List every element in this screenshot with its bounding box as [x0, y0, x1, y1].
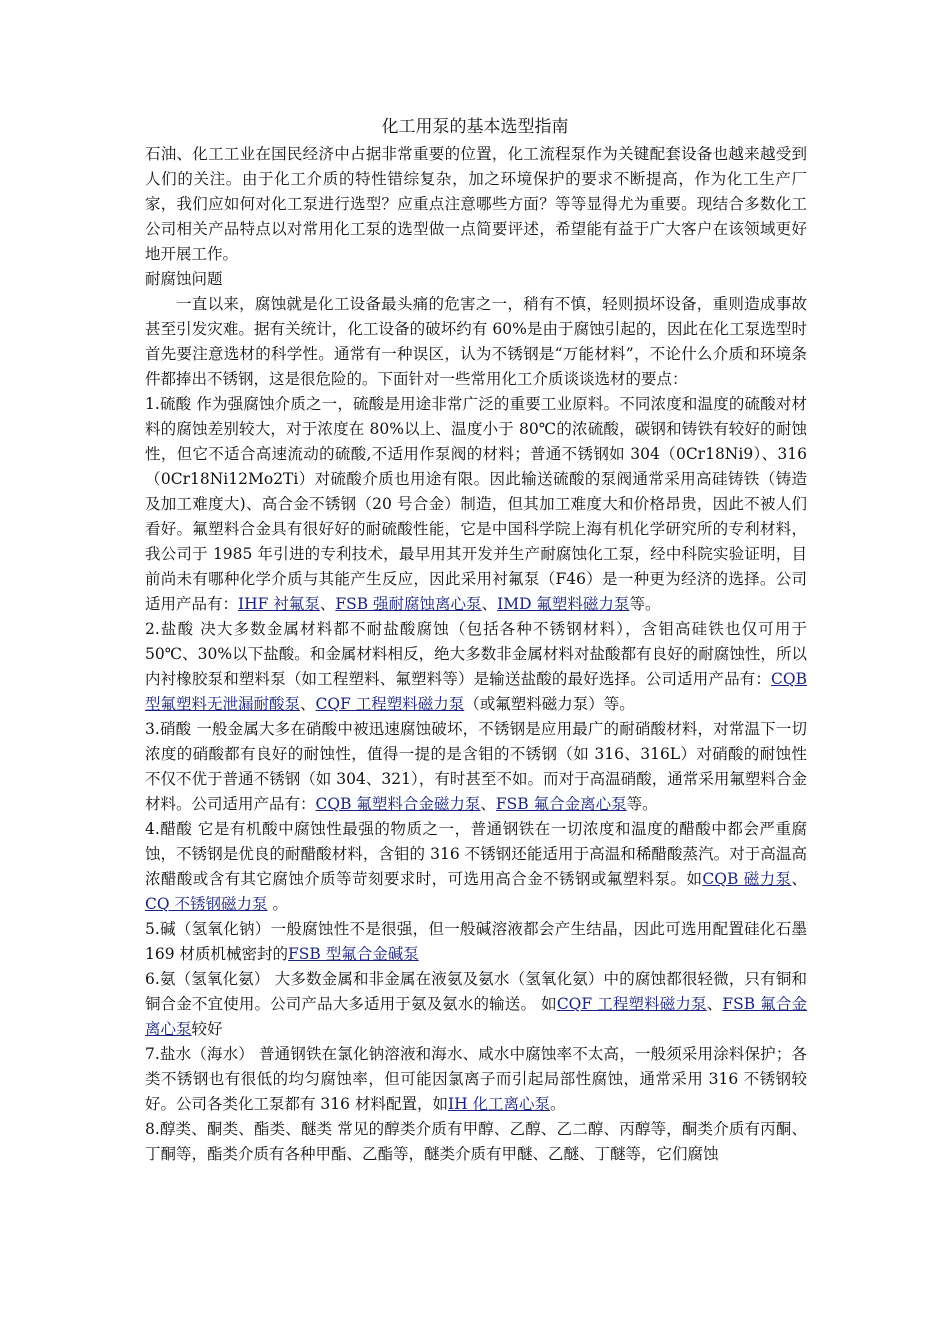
item-tail: 。 — [267, 895, 288, 913]
item-acetic-acid — [145, 817, 807, 917]
item-tail: （或氟塑料磁力泵）等。 — [464, 695, 635, 713]
product-link-fsb-alloy[interactable]: FSB 氟合金离心泵 — [495, 795, 627, 813]
product-link-cqf-ammonia[interactable]: CQF 工程塑料磁力泵 — [556, 995, 707, 1013]
item-text: 6.氨（氢氧化氨） 大多数金属和非金属在液氨及氨水（氢氧化氨）中的腐蚀都很轻微，只有铜和铜合金不宜使用。公司产品大多适用于氨及氨水的输送。 如 — [145, 970, 807, 1013]
separator: 、 — [481, 595, 498, 613]
intro-paragraph: 石油、化工工业在国民经济中占据非常重要的位置，化工流程泵作为关键配套设备也越来越受到人们的关注。由于化工介质的特性错综复杂，加之环境保护的要求不断提高，作为化工生产厂家，我们应如何对化工泵进行选型？应重点注意哪些方面？等等显得尤为重要。现结合多数化工公司相关产品特点以对常用化工泵的选型做一点简要评述，希望能有益于广大客户在该领域更好地开展工作。 — [145, 145, 807, 263]
item-sulfuric-acid — [145, 392, 807, 617]
item-brine — [145, 1042, 807, 1117]
item-hydrochloric-acid — [145, 617, 807, 717]
product-link-cqb-alloy[interactable]: CQB 氟塑料合金磁力泵 — [315, 795, 481, 813]
item-organics — [145, 1117, 807, 1167]
section-heading: 耐腐蚀问题 — [145, 270, 223, 288]
separator: 、 — [791, 870, 807, 888]
item-tail: 。 — [550, 1095, 566, 1113]
product-link-fsb-alkali[interactable]: FSB 型氟合金碱泵 — [288, 945, 419, 963]
item-tail: 等。 — [629, 595, 661, 613]
product-link-ihf[interactable]: IHF 衬氟泵 — [238, 595, 320, 613]
product-link-ih[interactable]: IH 化工离心泵 — [447, 1095, 551, 1113]
item-tail: 等。 — [626, 795, 658, 813]
item-text: 1.硫酸 作为强腐蚀介质之一，硫酸是用途非常广泛的重要工业原料。不同浓度和温度的硫酸对材料的腐蚀差别较大，对于浓度在 80%以上、温度小于 80℃的浓硫酸，碳钢和铸铁有较好的耐蚀性，但它不适合高速流动的硫酸,不适用作泵阀的材料；普通不锈钢如 304（0Cr18Ni9）、316（0Cr18Ni12Mo2Ti）对硫酸介质也用途有限。因此输送硫酸的泵阀通常采用高硅铸铁（铸造及加工难度大)、高合金不锈钢（20 号合金）制造，但其加工难度大和价格昂贵，因此不被人们看好。氟塑料合金具有很好好的耐硫酸性能，它是中国科学院上海有机化学研究所的专利材料，我公司于 1985 年引进的专利技术，最早用其开发并生产耐腐蚀化工泵，经中科院实验证明，目前尚未有哪种化学介质与其能产生反应，因此采用衬氟泵（F46）是一种更为经济的选择。公司适用产品有： — [145, 395, 807, 613]
item-text: 5.碱（氢氧化钠）一般腐蚀性不是很强，但一般碱溶液都会产生结晶，因此可选用配置硅化石墨 169 材质机械密封的 — [145, 920, 807, 963]
item-ammonia — [145, 967, 807, 1042]
item-text: 3.硝酸 一般金属大多在硝酸中被迅速腐蚀破坏，不锈钢是应用最广的耐硝酸材料，对常温下一切浓度的硝酸都有良好的耐蚀性，值得一提的是含钼的不锈钢（如 316、316L）对硝酸的耐蚀性不仅不优于普通不锈钢（如 304、321），有时甚至不如。而对于高温硝酸，通常采用氟塑料合金材料。公司适用产品有： — [145, 720, 807, 813]
product-link-cqf[interactable]: CQF 工程塑料磁力泵 — [315, 695, 465, 713]
item-alkali — [145, 917, 807, 967]
item-text: 7.盐水（海水） 普通钢铁在氯化钠溶液和海水、咸水中腐蚀率不太高，一般须采用涂料保护；各类不锈钢也有很低的均匀腐蚀率，但可能因氯离子而引起局部性腐蚀，通常采用 316 不锈钢较好。公司各类化工泵都有 316 材料配置，如 — [145, 1045, 807, 1113]
product-link-cqb-acid[interactable]: CQB 型氟塑料无泄漏耐酸泵 — [145, 670, 807, 713]
product-link-cq-stainless[interactable]: CQ 不锈钢磁力泵 — [145, 895, 268, 913]
separator: 、 — [300, 695, 316, 713]
item-tail: 较好 — [191, 1020, 223, 1038]
product-link-fsb-ammonia[interactable]: FSB 氟合金离心泵 — [145, 995, 807, 1038]
product-link-cqb-magnetic[interactable]: CQB 磁力泵 — [702, 870, 792, 888]
separator: 、 — [706, 995, 723, 1013]
item-nitric-acid — [145, 717, 807, 817]
product-link-imd[interactable]: IMD 氟塑料磁力泵 — [497, 595, 630, 613]
document-title: 化工用泵的基本选型指南 — [381, 117, 569, 137]
item-text: 4.醋酸 它是有机酸中腐蚀性最强的物质之一，普通钢铁在一切浓度和温度的醋酸中都会严重腐蚀，不锈钢是优良的耐醋酸材料，含钼的 316 不锈钢还能适用于高温和稀醋酸蒸汽。对于高温高浓醋酸或含有其它腐蚀介质等苛刻要求时，可选用高合金不锈钢或氟塑料泵。如 — [145, 820, 807, 888]
item-text: 2.盐酸 决大多数金属材料都不耐盐酸腐蚀（包括各种不锈钢材料），含钼高硅铁也仅可用于 50℃、30%以下盐酸。和金属材料相反，绝大多数非金属材料对盐酸都有良好的耐腐蚀性，所以内衬橡胶泵和塑料泵（如工程塑料、氟塑料等）是输送盐酸的最好选择。公司适用产品有： — [145, 620, 807, 688]
product-link-fsb-strong[interactable]: FSB 强耐腐蚀离心泵 — [335, 595, 482, 613]
document-body — [145, 142, 807, 1167]
item-text: 8.醇类、酮类、酯类、醚类 常见的醇类介质有甲醇、乙醇、乙二醇、丙醇等，酮类介质有丙酮、丁酮等，酯类介质有各种甲酯、乙酯等，醚类介质有甲醚、乙醚、丁醚等，它们腐蚀 — [145, 1120, 807, 1163]
separator: 、 — [480, 795, 496, 813]
section-intro-paragraph: 一直以来，腐蚀就是化工设备最头痛的危害之一，稍有不慎，轻则损坏设备，重则造成事故甚至引发灾难。据有关统计，化工设备的破坏约有 60%是由于腐蚀引起的，因此在化工泵选型时首先要注意选材的科学性。通常有一种误区，认为不锈钢是“万能材料”，不论什么介质和环境条件都捧出不锈钢，这是很危险的。下面针对一些常用化工介质谈谈选材的要点： — [145, 295, 807, 388]
separator: 、 — [319, 595, 336, 613]
